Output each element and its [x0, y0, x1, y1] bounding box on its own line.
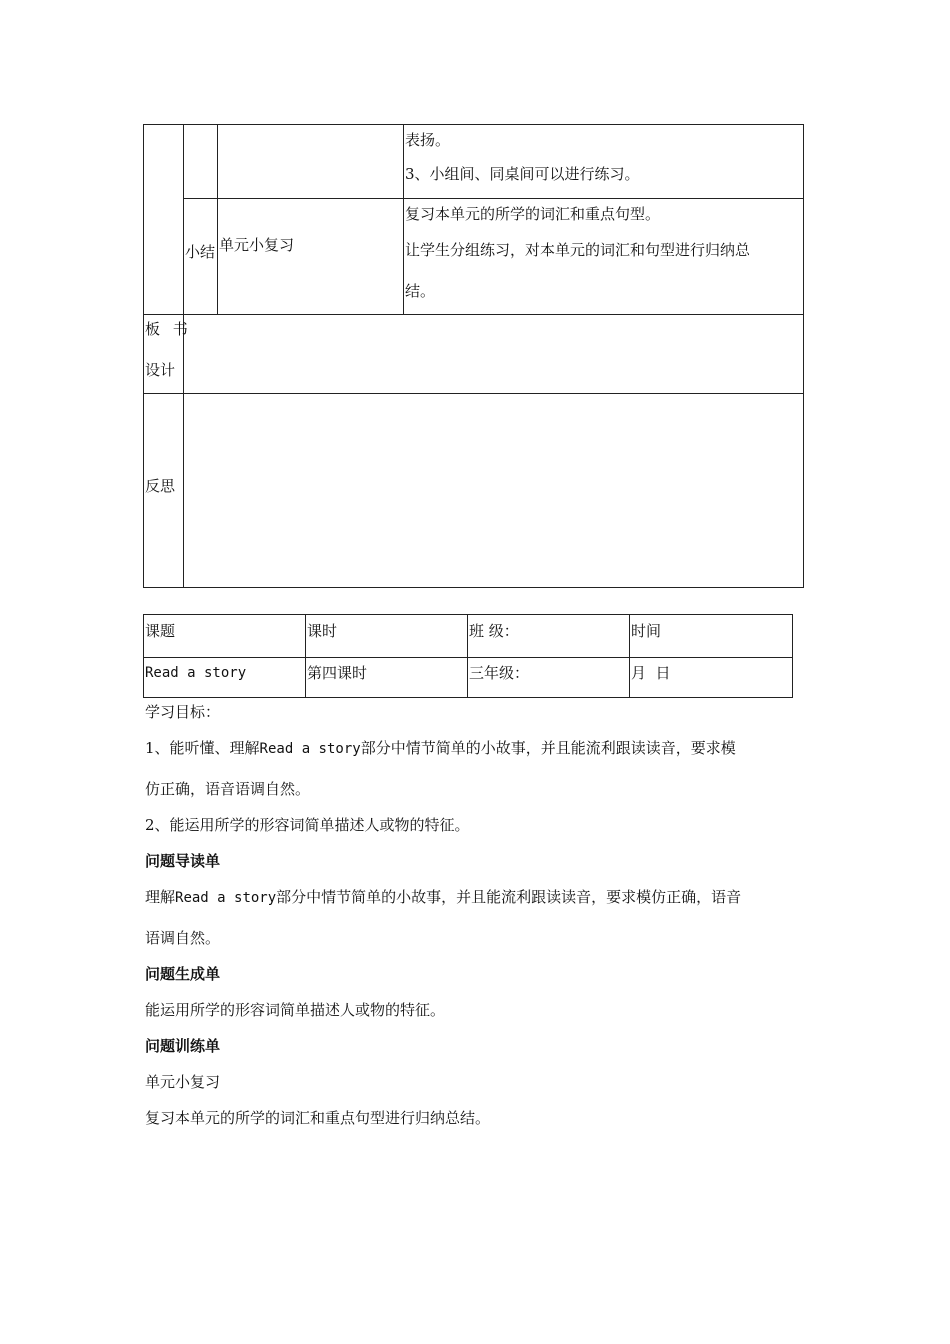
value-class: 三年级： [469, 664, 530, 682]
guide-text-c: 部分中情节简单的小故事，并且能流利跟读读音，要求模仿正确，语音 [276, 888, 742, 906]
guide-story-title: Read a story [175, 890, 277, 906]
header-period: 课时 [307, 622, 338, 640]
cell-text: 让学生分组练习，对本单元的词汇和句型进行归纳总 [405, 241, 751, 259]
cell-text: 结。 [405, 282, 436, 300]
goal-1-line-2: 仿正确，语音语调自然。 [145, 780, 311, 798]
guide-text-a: 理解 [145, 888, 176, 906]
guide-title: 问题导读单 [145, 852, 221, 870]
board-design-label: 板 书 [145, 320, 192, 338]
value-period: 第四课时 [307, 664, 368, 682]
training-line-1: 单元小复习 [145, 1073, 221, 1091]
goal-1-text-c: 部分中情节简单的小故事，并且能流利跟读读音，要求模 [360, 739, 736, 757]
value-time: 月 日 [631, 664, 671, 682]
goal-1-story-title: Read a story [259, 741, 361, 757]
training-line-2: 复习本单元的所学的词汇和重点句型进行归纳总结。 [145, 1109, 491, 1127]
unit-review-label: 单元小复习 [219, 236, 295, 254]
header-topic: 课题 [145, 622, 176, 640]
generate-title: 问题生成单 [145, 965, 221, 983]
goal-2: 2、能运用所学的形容词简单描述人或物的特征。 [145, 816, 470, 834]
header-time: 时间 [631, 622, 662, 640]
reflection-label: 反思 [145, 477, 176, 495]
training-title: 问题训练单 [145, 1037, 221, 1055]
goals-title: 学习目标： [145, 703, 221, 721]
cell-text: 表扬。 [405, 131, 451, 149]
cell-text: 复习本单元的所学的词汇和重点句型。 [405, 205, 661, 223]
summary-label: 小结 [185, 243, 216, 261]
board-design-label-2: 设计 [145, 361, 176, 379]
goal-1-line-1 [145, 739, 736, 758]
guide-line-2: 语调自然。 [145, 929, 221, 947]
value-topic: Read a story [145, 665, 247, 681]
cell-text: 3、小组间、同桌间可以进行练习。 [405, 165, 640, 183]
generate-text: 能运用所学的形容词简单描述人或物的特征。 [145, 1001, 446, 1019]
guide-line-1 [145, 888, 741, 907]
header-class: 班 级： [469, 622, 519, 640]
goal-1-text-a: 1、能听懂、理解 [145, 739, 260, 757]
